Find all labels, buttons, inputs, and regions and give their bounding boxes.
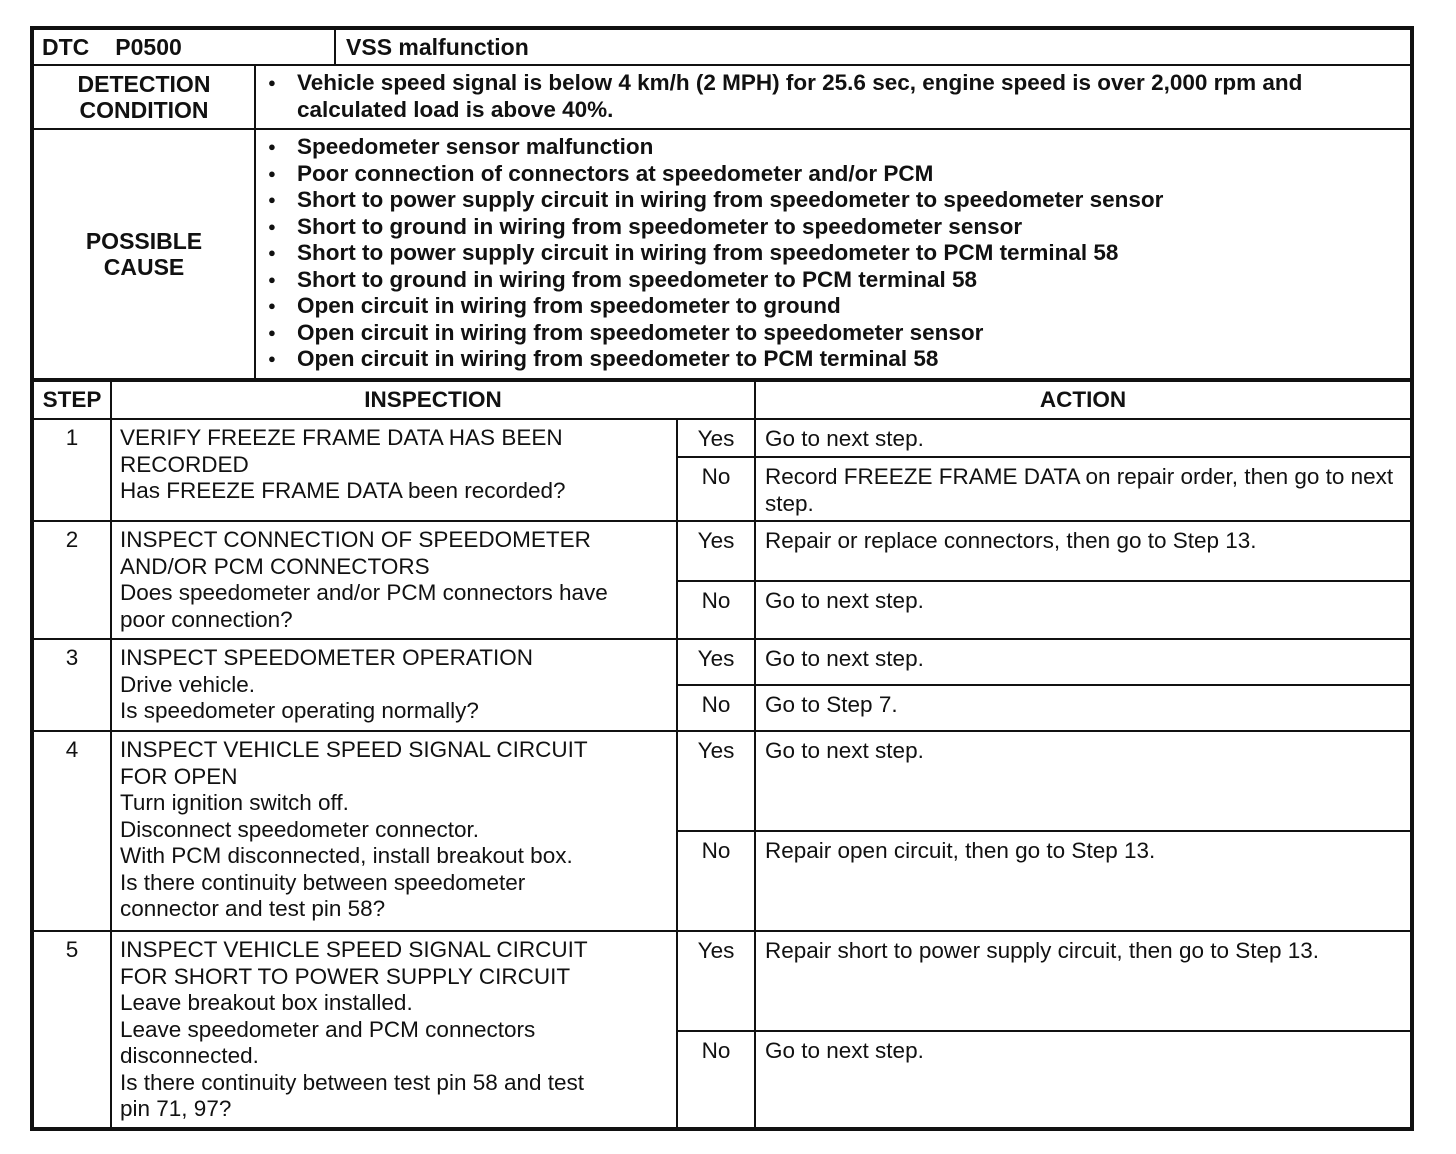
inspection-line: Drive vehicle. (120, 671, 256, 697)
yes-action: Go to next step. (755, 639, 1411, 685)
inspection-line: INSPECT VEHICLE SPEED SIGNAL CIRCUIT (120, 937, 588, 962)
step-inspection (111, 931, 677, 1128)
column-header-inspection: INSPECTION (111, 381, 755, 419)
step-number: 3 (33, 639, 111, 731)
possible-cause-body (255, 129, 1411, 379)
possible-cause-item: ● Short to ground in wiring from speedometer to PCM terminal 58 (268, 267, 1400, 294)
inspection-line: Does speedometer and/or PCM connectors have (120, 580, 608, 605)
inspection-line: FOR SHORT TO POWER SUPPLY CIRCUIT (120, 963, 571, 989)
step-inspection (111, 639, 677, 731)
inspection-line: RECORDED (120, 451, 249, 477)
column-header-action: ACTION (755, 381, 1411, 419)
yes-label: Yes (677, 931, 755, 1031)
inspection-line: Leave breakout box installed. (120, 990, 413, 1015)
dtc-title: VSS malfunction (335, 29, 1411, 65)
yes-action: Go to next step. (755, 419, 1411, 457)
dtc-label: DTC (42, 33, 90, 60)
yes-label: Yes (677, 521, 755, 581)
no-label: No (677, 685, 755, 731)
detection-label-line2: CONDITION (79, 97, 209, 123)
step-row (33, 639, 1411, 685)
detection-condition-body (255, 65, 1411, 129)
possible-cause-item: ● Open circuit in wiring from speedometer to PCM terminal 58 (268, 346, 1400, 373)
step-row (33, 731, 1411, 831)
step-inspection (111, 521, 677, 639)
no-action: Repair open circuit, then go to Step 13. (755, 831, 1411, 931)
possible-cause-label-line2: CAUSE (103, 254, 185, 280)
inspection-line: pin 71, 97? (120, 1096, 232, 1121)
possible-cause-item: ● Short to ground in wiring from speedometer to speedometer sensor (268, 214, 1400, 241)
possible-cause-label (33, 129, 255, 379)
step-number: 4 (33, 731, 111, 931)
no-label: No (677, 831, 755, 931)
inspection-line: Leave speedometer and PCM connectors (120, 1016, 536, 1042)
inspection-line: INSPECT SPEEDOMETER OPERATION (120, 645, 533, 670)
inspection-line: connector and test pin 58? (120, 896, 386, 921)
step-number: 2 (33, 521, 111, 639)
no-action: Go to next step. (755, 581, 1411, 639)
detection-condition-label (33, 65, 255, 129)
no-label: No (677, 581, 755, 639)
dtc-code: P0500 (115, 33, 182, 60)
detection-condition-list (256, 66, 1410, 127)
detection-condition-item: ● Vehicle speed signal is below 4 km/h (2 MPH) for 25.6 sec, engine speed is over 2,000 rpm and calculated load is above 40%. (268, 70, 1400, 123)
step-number: 5 (33, 931, 111, 1128)
inspection-line: VERIFY FREEZE FRAME DATA HAS BEEN (120, 425, 563, 450)
possible-cause-label-line1: POSSIBLE (85, 228, 203, 254)
step-inspection (111, 731, 677, 931)
step-row (33, 931, 1411, 1031)
yes-label: Yes (677, 639, 755, 685)
yes-action: Repair or replace connectors, then go to Step 13. (755, 521, 1411, 581)
possible-cause-item: ● Short to power supply circuit in wiring from speedometer to speedometer sensor (268, 187, 1400, 214)
no-action: Go to next step. (755, 1031, 1411, 1127)
step-row (33, 521, 1411, 581)
possible-cause-item: ● Speedometer sensor malfunction (268, 134, 1400, 161)
inspection-line: AND/OR PCM CONNECTORS (120, 553, 430, 579)
inspection-line: INSPECT VEHICLE SPEED SIGNAL CIRCUIT (120, 737, 588, 762)
possible-cause-row (33, 129, 1411, 379)
possible-cause-item: ● Short to power supply circuit in wiring from speedometer to PCM terminal 58 (268, 240, 1400, 267)
no-label: No (677, 1031, 755, 1127)
inspection-line: Disconnect speedometer connector. (120, 816, 479, 842)
dtc-code-cell (33, 29, 335, 65)
detection-label-line1: DETECTION (77, 71, 211, 97)
inspection-line: poor connection? (120, 606, 293, 632)
step-number: 1 (33, 419, 111, 521)
inspection-line: With PCM disconnected, install breakout box. (120, 843, 573, 868)
inspection-line: Is there continuity between test pin 58 and test (120, 1069, 585, 1095)
no-label: No (677, 457, 755, 521)
column-header-step: STEP (33, 381, 111, 419)
inspection-line: Is speedometer operating normally? (120, 698, 479, 723)
yes-action: Repair short to power supply circuit, then go to Step 13. (755, 931, 1411, 1031)
yes-action: Go to next step. (755, 731, 1411, 831)
dtc-summary-table (32, 28, 1412, 380)
possible-cause-item: ● Poor connection of connectors at speedometer and/or PCM (268, 161, 1400, 188)
inspection-line: Has FREEZE FRAME DATA been recorded? (120, 478, 566, 503)
inspection-steps-table (32, 380, 1412, 1129)
inspection-line: Turn ignition switch off. (120, 790, 349, 815)
possible-cause-item: ● Open circuit in wiring from speedometer to speedometer sensor (268, 320, 1400, 347)
detection-condition-row (33, 65, 1411, 129)
no-action: Go to Step 7. (755, 685, 1411, 731)
diagnostic-procedure-document (30, 26, 1414, 1131)
yes-label: Yes (677, 419, 755, 457)
no-action: Record FREEZE FRAME DATA on repair order, then go to next step. (755, 457, 1411, 521)
inspection-line: disconnected. (120, 1043, 259, 1068)
possible-cause-list (256, 130, 1410, 377)
step-row (33, 419, 1411, 457)
dtc-header-row (33, 29, 1411, 65)
inspection-line: Is there continuity between speedometer (120, 869, 526, 895)
possible-cause-item: ● Open circuit in wiring from speedometer to ground (268, 293, 1400, 320)
step-inspection (111, 419, 677, 521)
steps-column-header-row (33, 381, 1411, 419)
inspection-line: INSPECT CONNECTION OF SPEEDOMETER (120, 527, 591, 552)
inspection-line: FOR OPEN (120, 763, 238, 789)
yes-label: Yes (677, 731, 755, 831)
